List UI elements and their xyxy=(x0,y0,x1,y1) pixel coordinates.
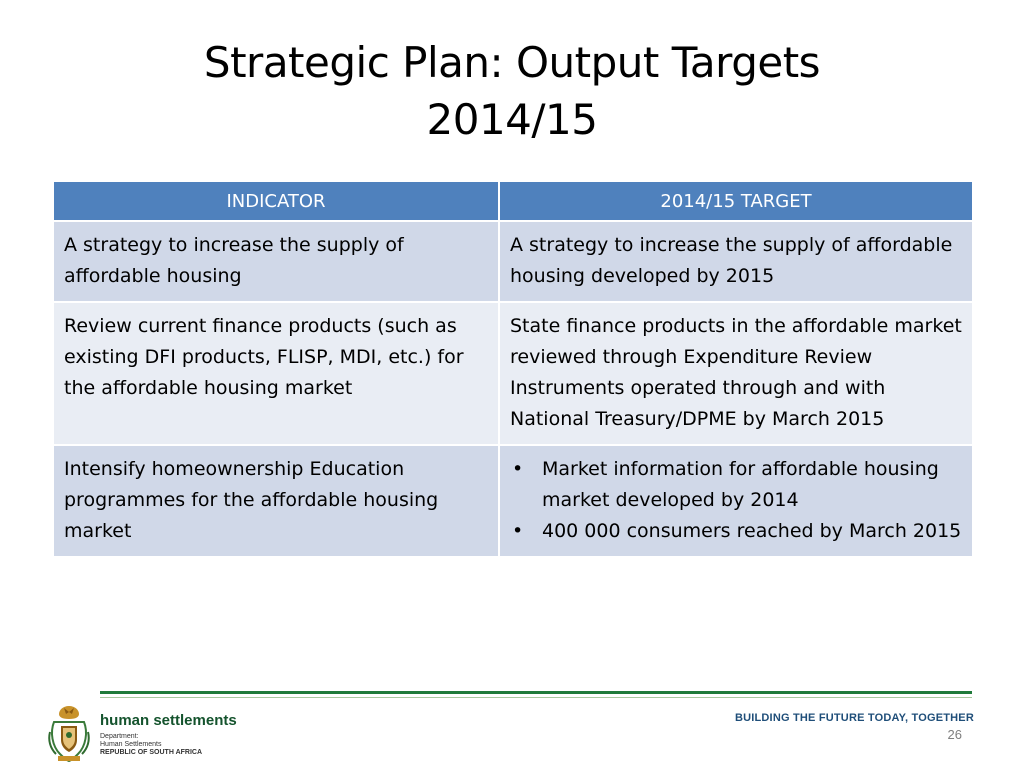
department-line-2: Human Settlements xyxy=(100,741,162,748)
table-row xyxy=(53,302,973,445)
table-row xyxy=(53,445,973,557)
footer-tagline: BUILDING THE FUTURE TODAY, TOGETHER xyxy=(734,712,974,724)
bullet-text: 400 000 consumers reached by March 2015 xyxy=(542,520,962,542)
indicator-cell: Review current finance products (such as existing DFI products, FLISP, MDI, etc.) for the affordable housing market xyxy=(53,302,499,445)
target-cell: A strategy to increase the supply of affordable housing developed by 2015 xyxy=(499,221,973,302)
target-cell xyxy=(499,445,973,557)
department-label xyxy=(100,733,202,757)
footer-divider xyxy=(100,691,972,694)
column-header-indicator: INDICATOR xyxy=(53,181,499,221)
slide-title-line-2: 2014/15 xyxy=(426,95,598,144)
output-targets-table xyxy=(52,180,974,558)
bullet-text: Market information for affordable housing market developed by 2014 xyxy=(542,458,939,511)
footer-divider-thin xyxy=(100,697,972,698)
slide-number: 26 xyxy=(947,727,962,742)
indicator-cell: Intensify homeownership Education programmes for the affordable housing market xyxy=(53,445,499,557)
slide-title xyxy=(0,34,1024,148)
bullet-icon: • xyxy=(512,458,524,480)
slide-title-line-1: Strategic Plan: Output Targets xyxy=(203,38,821,87)
department-line-3: REPUBLIC OF SOUTH AFRICA xyxy=(100,749,203,756)
department-line-1: Department: xyxy=(100,733,139,740)
list-item xyxy=(510,516,962,547)
coat-of-arms-icon xyxy=(46,702,92,764)
table-row xyxy=(53,221,973,302)
indicator-cell: A strategy to increase the supply of affordable housing xyxy=(53,221,499,302)
column-header-target: 2014/15 TARGET xyxy=(499,181,973,221)
department-brand: human settlements xyxy=(100,712,237,729)
table-header-row xyxy=(53,181,973,221)
bullet-icon: • xyxy=(512,520,524,542)
list-item xyxy=(510,454,962,516)
target-cell: State finance products in the affordable market reviewed through Expenditure Review Instruments operated through and with National Treasury/DPME by March 2015 xyxy=(499,302,973,445)
target-bullet-list xyxy=(510,454,962,547)
